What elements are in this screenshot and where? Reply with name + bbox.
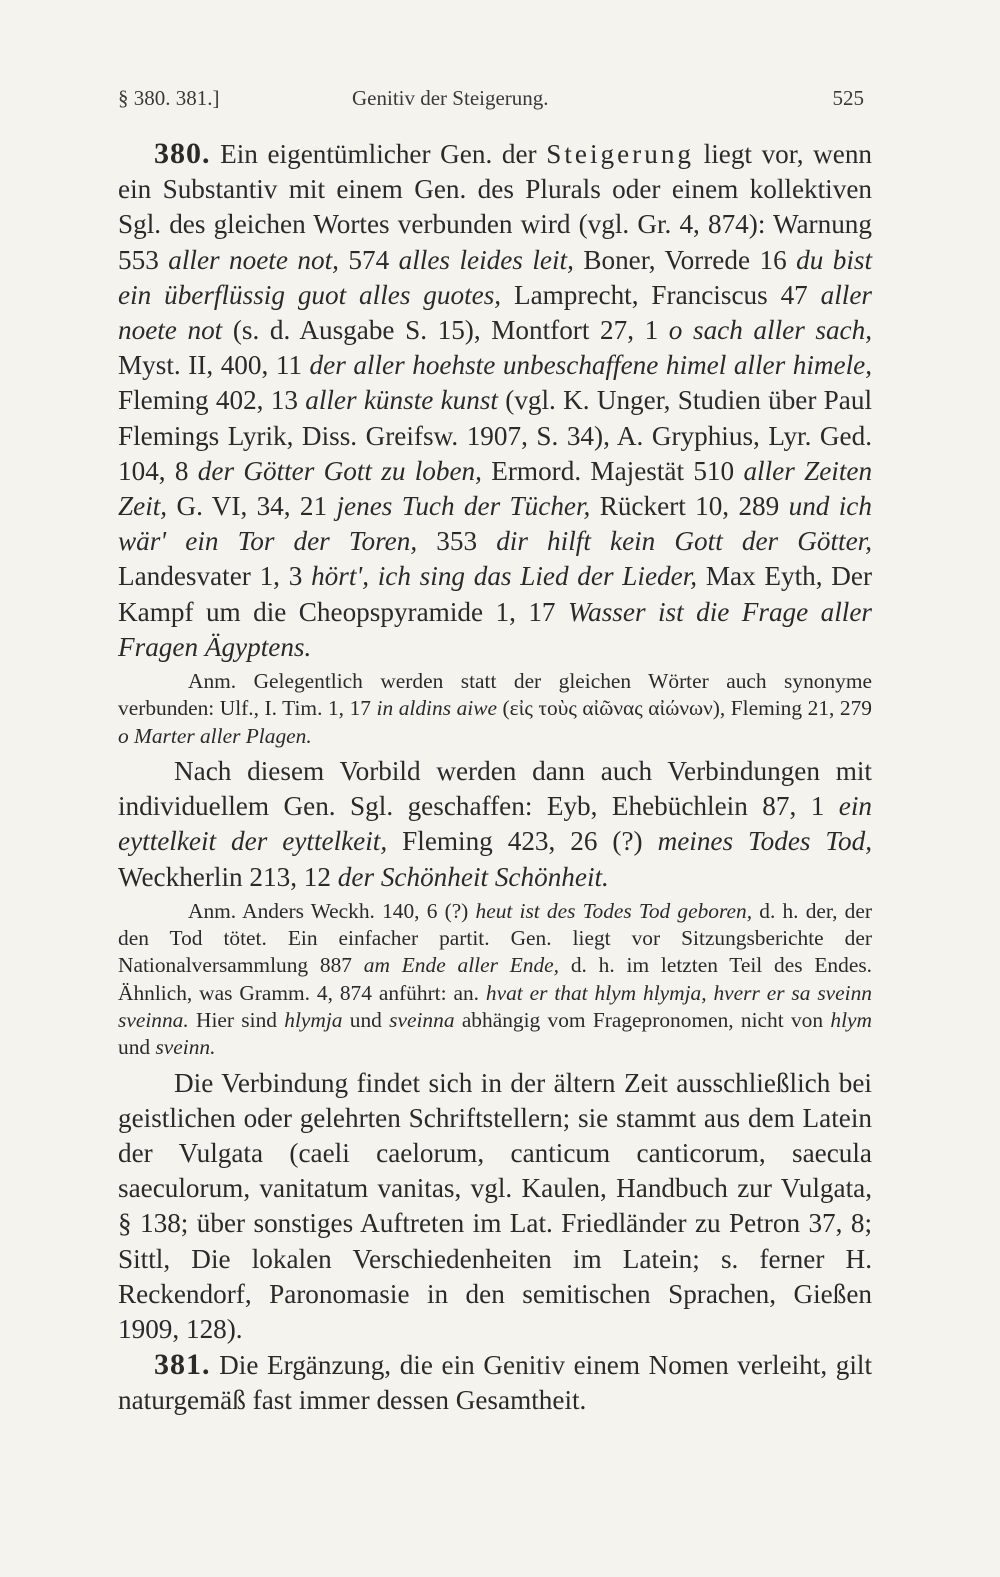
spaced-term: Steigerung [546, 139, 695, 169]
example-quote: hlymja [284, 1007, 343, 1032]
example-quote: der Schönheit Schönheit. [337, 861, 609, 892]
example-quote: aller künste kunst [305, 385, 498, 416]
example-quote: o sach aller sach, [668, 315, 873, 346]
text-run: Hier sind [196, 1007, 277, 1032]
example-quote: dir hilft kein Gott der Götter, [496, 526, 873, 557]
header-section-ref: § 380. 381.] [118, 86, 220, 110]
text-run: 574 [348, 244, 390, 275]
text-run: abhängig vom Fragepronomen, nicht von [461, 1007, 824, 1032]
example-quote: in aldins aiwe [376, 696, 497, 721]
text-run: Max Eyth, Der Kampf um die Cheopspyramide 1, 17 [118, 561, 873, 627]
example-quote: am Ende aller Ende, [363, 953, 559, 978]
example-quote: jenes Tuch der Tücher, [336, 491, 591, 522]
section-number-381: 381. [154, 1348, 211, 1382]
example-quote: der aller hoehste unbeschaffene himel aller himele, [309, 350, 872, 381]
example-quote: aller noete not [118, 279, 873, 346]
example-quote: aller Zeiten Zeit, [118, 455, 873, 522]
example-quote: und ich wär' ein Tor der Toren, [118, 491, 872, 557]
example-quote: hört', ich sing das Lied der Lieder, [311, 561, 698, 592]
text-run: d. h. im letzten Teil des Endes. Ähnlich, was Gramm. 4, 874 anführt: an. [118, 953, 872, 1005]
example-quote: hvat er that hlym hlymja, hverr er sa sveinn sveinna. [118, 980, 872, 1032]
example-quote: meines Todes Tod, [657, 826, 873, 857]
text-run: liegt vor, wenn ein Substantiv mit einem Gen. des Plurals oder einem kollektiven Sgl. des gleichen Wortes verbunden wird (vgl. Gr. 4, 874): Warnung 553 [118, 139, 873, 275]
example-quote: Wasser ist die Frage aller Fragen Ägyptens. [118, 596, 873, 662]
text-run: G. VI, 34, 21 [176, 491, 328, 522]
example-quote: der Götter Gott zu loben, [197, 455, 482, 486]
running-header [118, 80, 864, 120]
text-run: (εἰς τοὺς αἰῶνας αἰώνων), Fleming 21, 279 [502, 696, 873, 721]
example-quote: alles leides leit, [398, 244, 574, 275]
text-run: d. h. der, der den Tod tötet. Ein einfacher partit. Gen. liegt vor Sitzungsberichte der Nationalversammlung 887 [118, 898, 872, 978]
header-running-title: Genitiv der Steigerung. [352, 86, 549, 110]
example-quote: sveinn. [155, 1035, 216, 1060]
text-run: Rückert 10, 289 [599, 491, 780, 522]
section-381-paragraph [118, 1347, 872, 1418]
text-run: (s. d. Ausgabe S. 15), Montfort 27, 1 [232, 315, 659, 346]
text-run: Ermord. Majestät 510 [491, 455, 735, 486]
header-page-number: 525 [832, 86, 864, 110]
example-quote: ein eyttelkeit der eyttelkeit, [118, 791, 872, 857]
example-quote: aller noete not, [168, 244, 339, 275]
text-run: und [118, 1035, 151, 1060]
text-run: Die Ergänzung, die ein Genitiv einem Nomen verleiht, gilt naturgemäß fast immer dessen Gesamtheit. [118, 1350, 873, 1416]
text-run: Myst. II, 400, 11 [118, 350, 302, 381]
paragraph-individual-gen [118, 754, 872, 895]
text-run: Boner, Vorrede 16 [583, 244, 787, 275]
text-run: Anm. Anders Weckh. 140, 6 (?) [188, 898, 469, 923]
example-quote: du bist ein überflüssig guot alles guotes, [118, 244, 873, 310]
text-run: Anm. Gelegentlich werden statt der gleichen Wörter auch synonyme verbunden: Ulf., I. Tim. 1, 17 [118, 669, 872, 721]
annotation-2 [118, 898, 872, 1062]
example-quote: sveinna [389, 1007, 455, 1032]
paragraph-vulgata: Die Verbindung findet sich in der ältern Zeit ausschließlich bei geistlichen oder gelehrten Schriftstellern; sie stammt aus dem Latein der Vulgata (caeli caelorum, canticum canticorum, saecula saeculorum, vanitatum vanitas, vgl. Kaulen, Handbuch zur Vulgata, § 138; über sonstiges Auftreten im Lat. Friedländer zu Petron 37, 8; Sittl, Die lokalen Verschiedenheiten im Latein; s. ferner H. Reckendorf, Paronomasie in den semitischen Sprachen, Gießen 1909, 128). [118, 1067, 872, 1344]
text-run: Fleming 423, 26 (?) [402, 826, 643, 857]
text-run: Ein eigentümlicher Gen. der [220, 139, 537, 169]
text-run: Weckherlin 213, 12 [118, 861, 331, 892]
text-run: Nach diesem Vorbild werden dann auch Verbindungen mit individuellem Gen. Sgl. geschaffen: Eyb, Ehebüchlein 87, 1 [118, 755, 872, 822]
text-run: Fleming 402, 13 [118, 385, 298, 416]
text-run: Landesvater 1, 3 [118, 561, 303, 592]
text-run: Lamprecht, Franciscus 47 [513, 279, 808, 310]
section-number-380: 380. [154, 137, 211, 170]
text-run: 353 [436, 526, 478, 557]
example-quote: o Marter aller Plagen. [118, 723, 312, 748]
page-body [118, 136, 872, 1419]
example-quote: heut ist des Todes Tod geboren, [475, 898, 753, 923]
text-run: und [349, 1007, 382, 1032]
annotation-1 [118, 668, 872, 750]
example-quote: hlym [830, 1007, 872, 1032]
text-run: (vgl. K. Unger, Studien über Paul Flemings Lyrik, Diss. Greifsw. 1907, S. 34), A. Gryphius, Lyr. Ged. 104, 8 [118, 385, 873, 486]
section-380-paragraph [118, 136, 872, 665]
